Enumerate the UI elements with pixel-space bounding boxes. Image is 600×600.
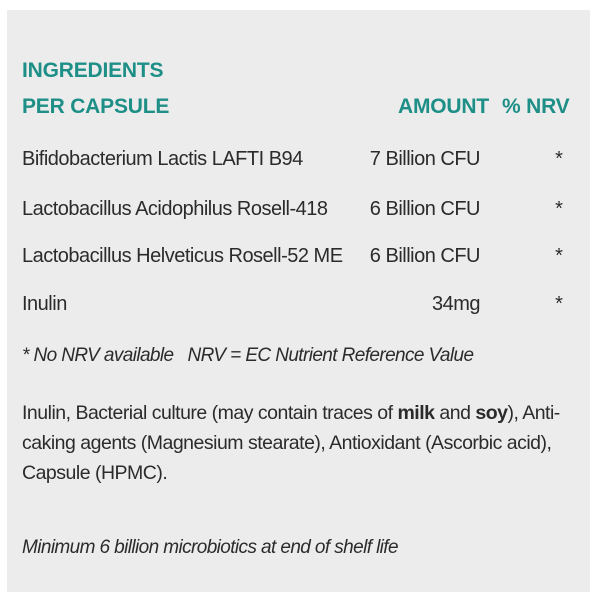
ingredient-nrv: * <box>555 293 563 315</box>
minimum-note: Minimum 6 billion microbiotics at end of shelf life <box>22 537 398 558</box>
composition-part1: Inulin, Bacterial culture (may contain traces of <box>22 402 398 424</box>
ingredient-row <box>0 241 600 271</box>
allergen-milk: milk <box>397 402 435 424</box>
header-title-line2: PER CAPSULE <box>22 95 170 118</box>
ingredient-row <box>0 289 600 319</box>
composition-text <box>22 398 582 488</box>
ingredient-nrv: * <box>555 198 563 220</box>
ingredient-name: Bifidobacterium Lactis LAFTI B94 <box>22 148 303 170</box>
ingredient-nrv: * <box>555 148 563 170</box>
ingredient-nrv: * <box>555 245 563 267</box>
ingredient-row <box>0 144 600 174</box>
ingredient-row <box>0 194 600 224</box>
ingredient-name: Lactobacillus Helveticus Rosell-52 ME <box>22 245 343 267</box>
ingredient-name: Inulin <box>22 293 67 315</box>
ingredient-amount: 6 Billion CFU <box>369 245 480 267</box>
nrv-definition: NRV = EC Nutrient Reference Value <box>187 345 474 366</box>
header-nrv: % NRV <box>502 95 570 118</box>
header-title-line1: INGREDIENTS <box>22 59 164 82</box>
nrv-footnote <box>22 345 473 367</box>
composition-part3: ), Anti-caking agents (Magnesium stearate), Antioxidant (Ascorbic acid), Capsule (HPMC). <box>22 402 560 484</box>
ingredient-amount: 7 Billion CFU <box>369 148 480 170</box>
composition-part2: and <box>434 402 476 424</box>
ingredient-amount: 6 Billion CFU <box>369 198 480 220</box>
allergen-soy: soy <box>475 402 508 424</box>
header-amount: AMOUNT <box>398 95 489 118</box>
ingredient-amount: 34mg <box>431 293 480 315</box>
no-nrv-note: * No NRV available <box>22 345 174 366</box>
ingredient-name: Lactobacillus Acidophilus Rosell-418 <box>22 198 328 220</box>
